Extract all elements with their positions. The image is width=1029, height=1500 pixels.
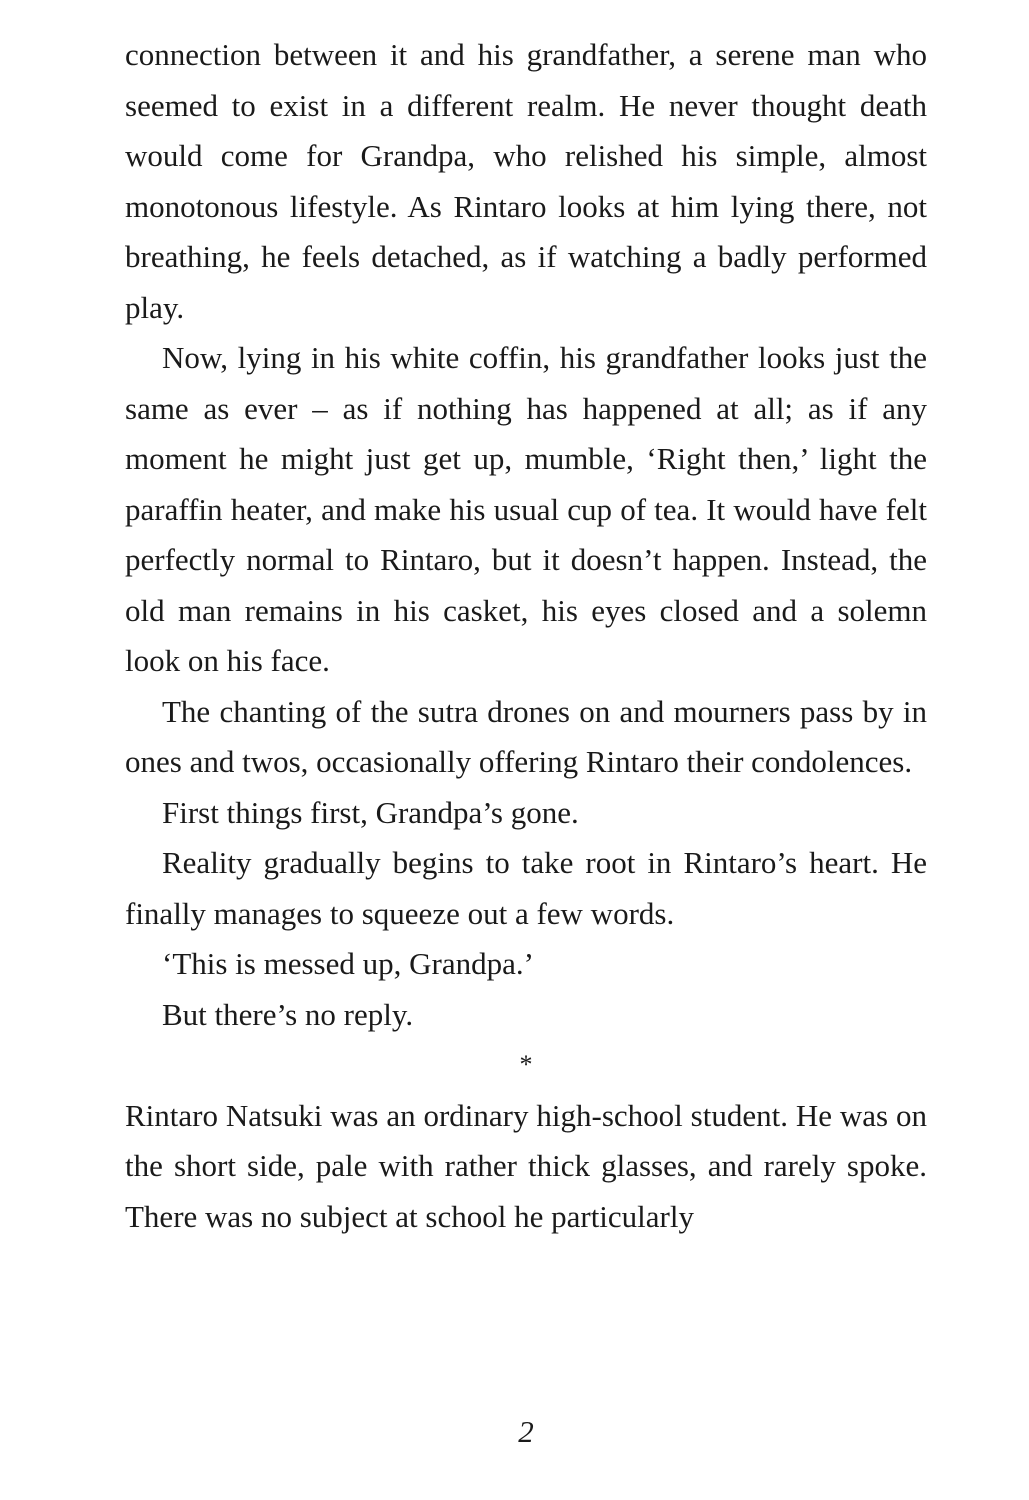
paragraph-6: ‘This is messed up, Grandpa.’ — [162, 946, 534, 981]
paragraph-4: First things first, Grandpa’s gone. — [162, 794, 579, 830]
section-break — [125, 1040, 927, 1091]
paragraph-after-break: Rintaro Natsuki was an ordinary high-school student. He was on the short side, pale with rather thick glasses, and rarely spoke. There was no subject at school he particularly — [125, 1097, 927, 1234]
paragraph-5: Reality gradually begins to take root in Rintaro’s heart. He finally manages to squeeze out a few words. — [125, 845, 927, 931]
paragraph-1: connection between it and his grandfather, a serene man who seemed to exist in a different realm. He never thought death would come for Grandpa, who relished his simple, almost monotonous lifestyle. As Rintaro looks at him lying there, not breathing, he feels detached, as if watching a badly performed play. — [125, 37, 927, 325]
section-break-asterisk: * — [519, 1050, 533, 1079]
paragraph-3: The chanting of the sutra drones on and mourners pass by in ones and twos, occasionally offering Rintaro their condolences. — [125, 693, 927, 779]
page-number: 2 — [518, 1414, 534, 1449]
page-body — [125, 30, 927, 1242]
paragraph-2: Now, lying in his white coffin, his grandfather looks just the same as ever – as if nothing has happened at all; as if any moment he might just get up, mumble, ‘Right then,’ light the paraffin heater, and make his usual cup of tea. It would have felt perfectly normal to Rintaro, but it doesn’t happen. Instead, the old man remains in his casket, his eyes closed and a solemn look on his face. — [125, 340, 927, 678]
paragraph-7: But there’s no reply. — [162, 996, 414, 1032]
